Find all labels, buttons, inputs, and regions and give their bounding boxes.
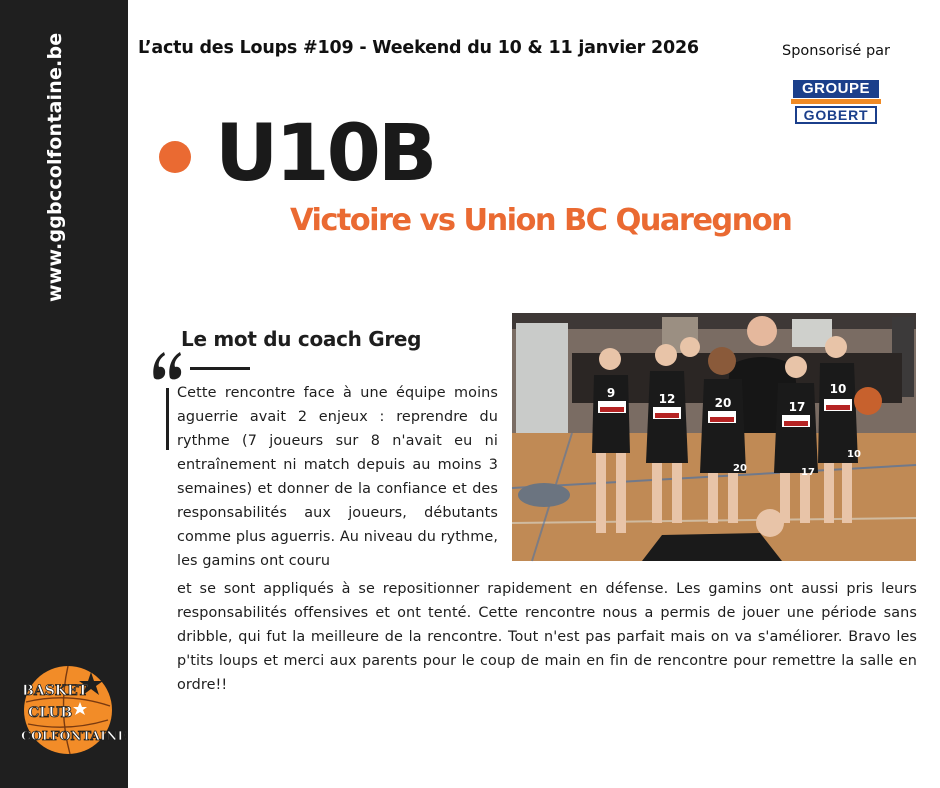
sponsor-label: Sponsorisé par bbox=[781, 43, 891, 59]
team-photo bbox=[512, 313, 916, 561]
jersey-number: 17 bbox=[788, 400, 806, 414]
coach-text-part1: Cette rencontre face à une équipe moins aguerrie avait 2 enjeux : reprendre du rythme (7 joueurs sur 8 n'avait eu ni entraînement ni match depuis au moins 3 semaines) et donner de la confiance et des responsabilités aux joueurs, débutants comme plus aguerris. Au niveau du rythme, les gamins ont couru bbox=[177, 385, 498, 569]
sponsor-logo bbox=[791, 80, 881, 126]
sidebar bbox=[0, 0, 128, 788]
coach-text-part2: et se sont appliqués à se repositionner rapidement en défense. Les gamins ont aussi pris leurs responsabilités offensives et ont tenté. Cette rencontre nous a permis de jouer une période sans dribble, qui fut la meilleure de la rencontre. Tout n'est pas parfait mais on va s'améliorer. Bravo les p'tits loups et merci aux parents pour le coup de main en fin de rencontre pour remettre la salle en ordre!! bbox=[177, 581, 917, 693]
team-name: U10B bbox=[215, 109, 435, 199]
coach-heading: Le mot du coach Greg bbox=[181, 327, 422, 351]
club-logo bbox=[18, 662, 127, 758]
sponsor-name-top: GROUPE bbox=[793, 80, 879, 98]
match-result: Victoire vs Union BC Quaregnon bbox=[290, 203, 792, 238]
orange-dot-icon bbox=[159, 141, 191, 173]
quote-mark-icon bbox=[150, 346, 184, 382]
jersey-number: 10 bbox=[829, 382, 847, 396]
jersey-number: 20 bbox=[733, 463, 747, 474]
jersey-number: 10 bbox=[847, 449, 861, 460]
quote-bar bbox=[166, 388, 169, 450]
jersey-number: 20 bbox=[714, 396, 732, 410]
sponsor-divider bbox=[791, 99, 881, 104]
quote-rule bbox=[190, 367, 250, 370]
newsletter-title: L’actu des Loups #109 - Weekend du 10 & 11 janvier 2026 bbox=[138, 38, 699, 58]
sponsor-name-bottom: GOBERT bbox=[795, 106, 877, 124]
svg-text:COLFONTAINE: COLFONTAINE bbox=[21, 728, 127, 743]
jersey-number: 9 bbox=[606, 386, 616, 400]
jersey-number: 12 bbox=[658, 392, 676, 406]
svg-text:BASKET: BASKET bbox=[22, 683, 89, 699]
website-url[interactable]: www.ggbccolfontaine.be bbox=[44, 32, 66, 302]
jersey-number: 17 bbox=[801, 467, 815, 478]
svg-text:CLUB: CLUB bbox=[28, 705, 73, 721]
